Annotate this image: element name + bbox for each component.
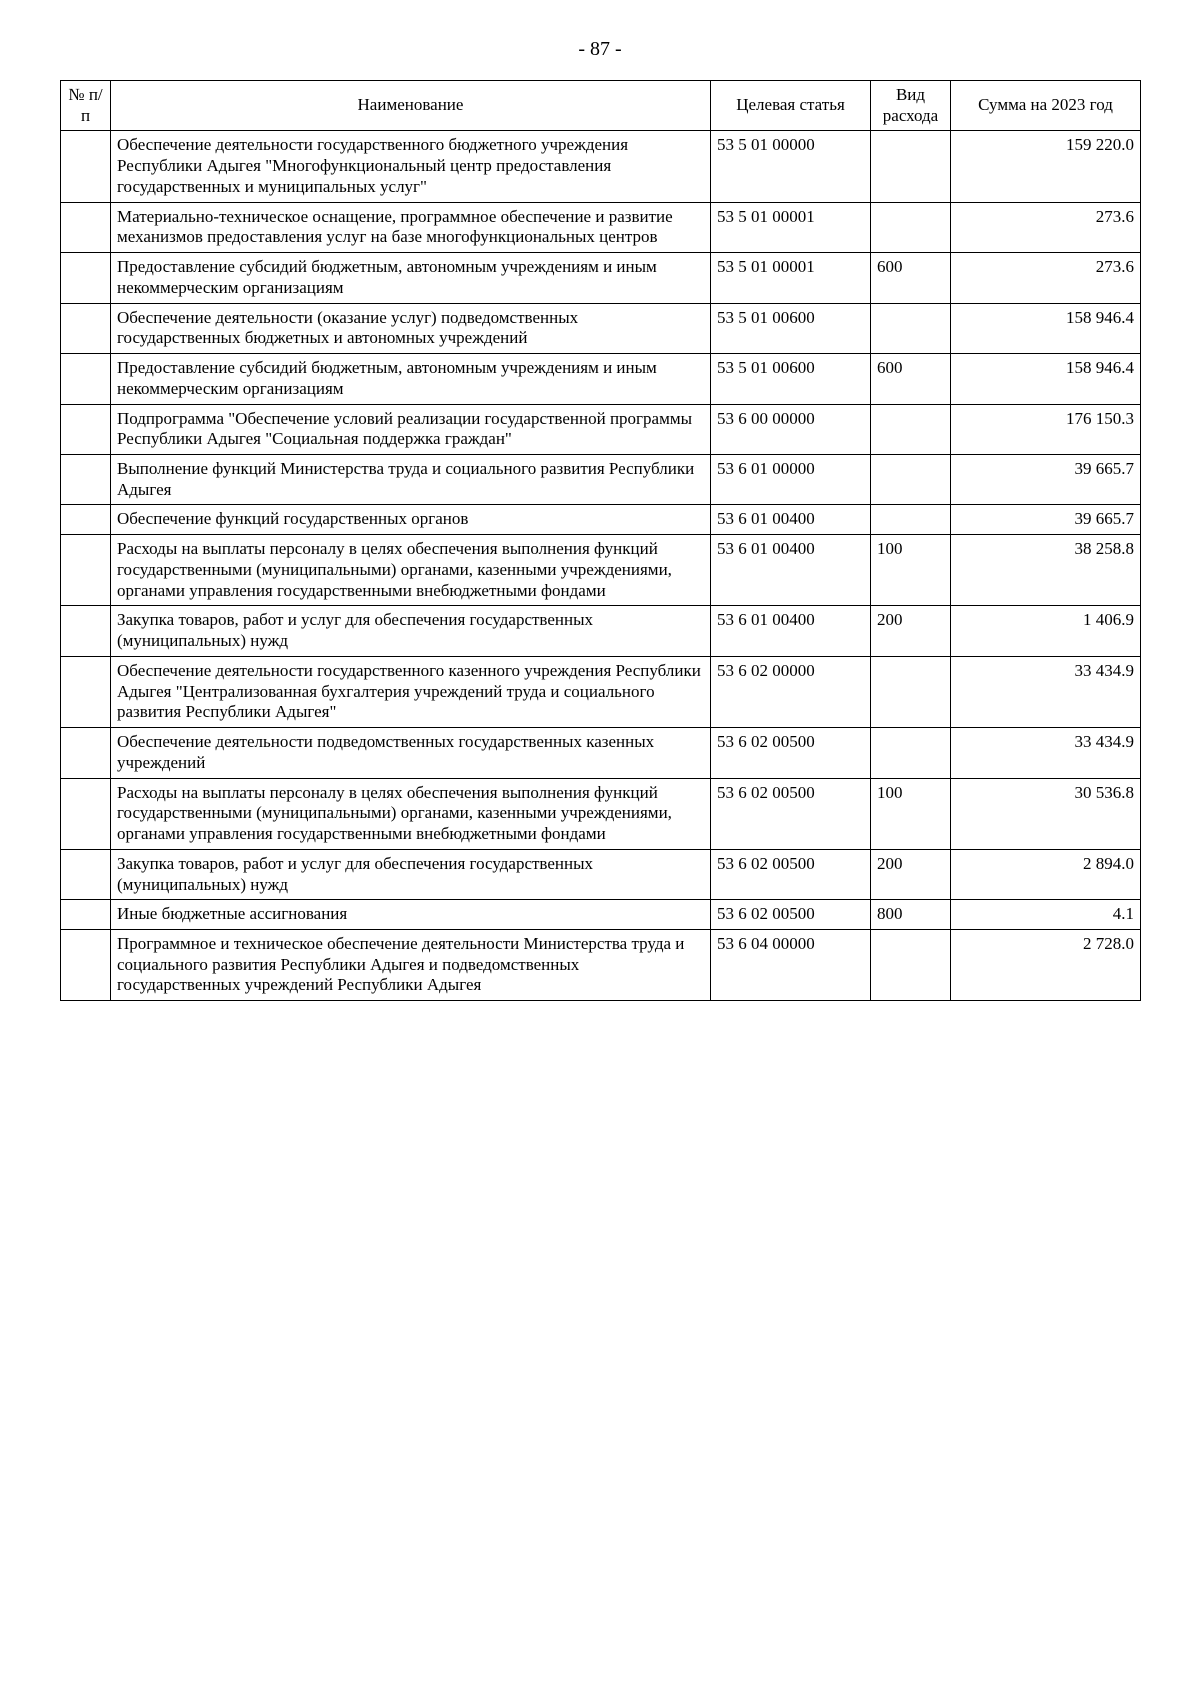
table-row bbox=[61, 656, 1141, 727]
cell-name: Предоставление субсидий бюджетным, автономным учреждениям и иным некоммерческим организациям bbox=[111, 253, 711, 303]
cell-num bbox=[61, 404, 111, 454]
cell-sum: 1 406.9 bbox=[951, 606, 1141, 656]
cell-target-code: 53 6 02 00500 bbox=[711, 778, 871, 849]
cell-name: Расходы на выплаты персоналу в целях обеспечения выполнения функций государственными (муниципальными) органами, казенными учреждениями, органами управления государственными внебюджетными фондами bbox=[111, 778, 711, 849]
cell-name: Программное и техническое обеспечение деятельности Министерства труда и социального развития Республики Адыгея и подведомственных государственных учреждений Республики Адыгея bbox=[111, 929, 711, 1000]
cell-name: Обеспечение деятельности государственного казенного учреждения Республики Адыгея "Централизованная бухгалтерия учреждений труда и социального развития Республики Адыгея" bbox=[111, 656, 711, 727]
cell-name: Расходы на выплаты персоналу в целях обеспечения выполнения функций государственными (муниципальными) органами, казенными учреждениями, органами управления государственными внебюджетными фондами bbox=[111, 535, 711, 606]
cell-name: Иные бюджетные ассигнования bbox=[111, 900, 711, 930]
cell-expense-kind: 100 bbox=[871, 535, 951, 606]
cell-target-code: 53 5 01 00001 bbox=[711, 202, 871, 252]
cell-num bbox=[61, 303, 111, 353]
cell-num bbox=[61, 535, 111, 606]
table-row bbox=[61, 202, 1141, 252]
table-row bbox=[61, 253, 1141, 303]
cell-sum: 38 258.8 bbox=[951, 535, 1141, 606]
cell-expense-kind bbox=[871, 202, 951, 252]
budget-table-container bbox=[60, 80, 1140, 1001]
cell-num bbox=[61, 131, 111, 202]
header-kind: Вид расхода bbox=[871, 81, 951, 131]
cell-expense-kind bbox=[871, 505, 951, 535]
table-row bbox=[61, 535, 1141, 606]
cell-target-code: 53 6 01 00000 bbox=[711, 455, 871, 505]
cell-target-code: 53 5 01 00001 bbox=[711, 253, 871, 303]
cell-target-code: 53 6 02 00500 bbox=[711, 728, 871, 778]
cell-expense-kind: 600 bbox=[871, 253, 951, 303]
cell-expense-kind: 200 bbox=[871, 606, 951, 656]
cell-num bbox=[61, 900, 111, 930]
cell-sum: 33 434.9 bbox=[951, 728, 1141, 778]
cell-sum: 158 946.4 bbox=[951, 303, 1141, 353]
cell-sum: 39 665.7 bbox=[951, 455, 1141, 505]
cell-num bbox=[61, 929, 111, 1000]
table-row bbox=[61, 849, 1141, 899]
cell-target-code: 53 6 02 00500 bbox=[711, 900, 871, 930]
cell-sum: 159 220.0 bbox=[951, 131, 1141, 202]
cell-name: Обеспечение функций государственных органов bbox=[111, 505, 711, 535]
cell-target-code: 53 6 02 00500 bbox=[711, 849, 871, 899]
cell-num bbox=[61, 728, 111, 778]
cell-sum: 273.6 bbox=[951, 253, 1141, 303]
cell-expense-kind bbox=[871, 303, 951, 353]
cell-expense-kind bbox=[871, 455, 951, 505]
table-row bbox=[61, 728, 1141, 778]
cell-name: Закупка товаров, работ и услуг для обеспечения государственных (муниципальных) нужд bbox=[111, 849, 711, 899]
cell-num bbox=[61, 253, 111, 303]
cell-sum: 39 665.7 bbox=[951, 505, 1141, 535]
cell-expense-kind bbox=[871, 404, 951, 454]
table-row bbox=[61, 303, 1141, 353]
cell-name: Закупка товаров, работ и услуг для обеспечения государственных (муниципальных) нужд bbox=[111, 606, 711, 656]
cell-target-code: 53 6 01 00400 bbox=[711, 535, 871, 606]
cell-expense-kind: 800 bbox=[871, 900, 951, 930]
cell-num bbox=[61, 656, 111, 727]
cell-sum: 4.1 bbox=[951, 900, 1141, 930]
cell-expense-kind bbox=[871, 131, 951, 202]
cell-expense-kind bbox=[871, 656, 951, 727]
table-row bbox=[61, 131, 1141, 202]
cell-sum: 30 536.8 bbox=[951, 778, 1141, 849]
cell-name: Предоставление субсидий бюджетным, автономным учреждениям и иным некоммерческим организациям bbox=[111, 354, 711, 404]
cell-expense-kind bbox=[871, 728, 951, 778]
header-sum: Сумма на 2023 год bbox=[951, 81, 1141, 131]
cell-num bbox=[61, 778, 111, 849]
cell-expense-kind: 200 bbox=[871, 849, 951, 899]
cell-target-code: 53 5 01 00600 bbox=[711, 354, 871, 404]
cell-name: Выполнение функций Министерства труда и социального развития Республики Адыгея bbox=[111, 455, 711, 505]
cell-expense-kind: 600 bbox=[871, 354, 951, 404]
cell-sum: 33 434.9 bbox=[951, 656, 1141, 727]
table-row bbox=[61, 778, 1141, 849]
cell-target-code: 53 6 01 00400 bbox=[711, 505, 871, 535]
cell-target-code: 53 6 02 00000 bbox=[711, 656, 871, 727]
cell-num bbox=[61, 202, 111, 252]
table-row bbox=[61, 455, 1141, 505]
cell-num bbox=[61, 606, 111, 656]
cell-target-code: 53 5 01 00000 bbox=[711, 131, 871, 202]
cell-name: Материально-техническое оснащение, программное обеспечение и развитие механизмов предоставления услуг на базе многофункциональных центров bbox=[111, 202, 711, 252]
budget-table bbox=[60, 80, 1141, 1001]
table-row bbox=[61, 606, 1141, 656]
cell-expense-kind bbox=[871, 929, 951, 1000]
table-row bbox=[61, 900, 1141, 930]
cell-name: Подпрограмма "Обеспечение условий реализации государственной программы Республики Адыгея "Социальная поддержка граждан" bbox=[111, 404, 711, 454]
table-row bbox=[61, 404, 1141, 454]
cell-num bbox=[61, 455, 111, 505]
cell-target-code: 53 5 01 00600 bbox=[711, 303, 871, 353]
cell-target-code: 53 6 04 00000 bbox=[711, 929, 871, 1000]
cell-name: Обеспечение деятельности подведомственных государственных казенных учреждений bbox=[111, 728, 711, 778]
header-code: Целевая статья bbox=[711, 81, 871, 131]
cell-name: Обеспечение деятельности (оказание услуг) подведомственных государственных бюджетных и автономных учреждений bbox=[111, 303, 711, 353]
cell-sum: 176 150.3 bbox=[951, 404, 1141, 454]
table-header bbox=[61, 81, 1141, 131]
table-row bbox=[61, 354, 1141, 404]
cell-name: Обеспечение деятельности государственного бюджетного учреждения Республики Адыгея "Многофункциональный центр предоставления государственных и муниципальных услуг" bbox=[111, 131, 711, 202]
cell-sum: 158 946.4 bbox=[951, 354, 1141, 404]
header-num: № п/п bbox=[61, 81, 111, 131]
cell-num bbox=[61, 354, 111, 404]
table-row bbox=[61, 929, 1141, 1000]
cell-sum: 2 728.0 bbox=[951, 929, 1141, 1000]
table-body bbox=[61, 131, 1141, 1001]
cell-target-code: 53 6 00 00000 bbox=[711, 404, 871, 454]
cell-num bbox=[61, 505, 111, 535]
table-row bbox=[61, 505, 1141, 535]
cell-expense-kind: 100 bbox=[871, 778, 951, 849]
cell-num bbox=[61, 849, 111, 899]
cell-sum: 2 894.0 bbox=[951, 849, 1141, 899]
cell-sum: 273.6 bbox=[951, 202, 1141, 252]
header-name: Наименование bbox=[111, 81, 711, 131]
page-number: - 87 - bbox=[578, 38, 622, 60]
cell-target-code: 53 6 01 00400 bbox=[711, 606, 871, 656]
header-row bbox=[61, 81, 1141, 131]
